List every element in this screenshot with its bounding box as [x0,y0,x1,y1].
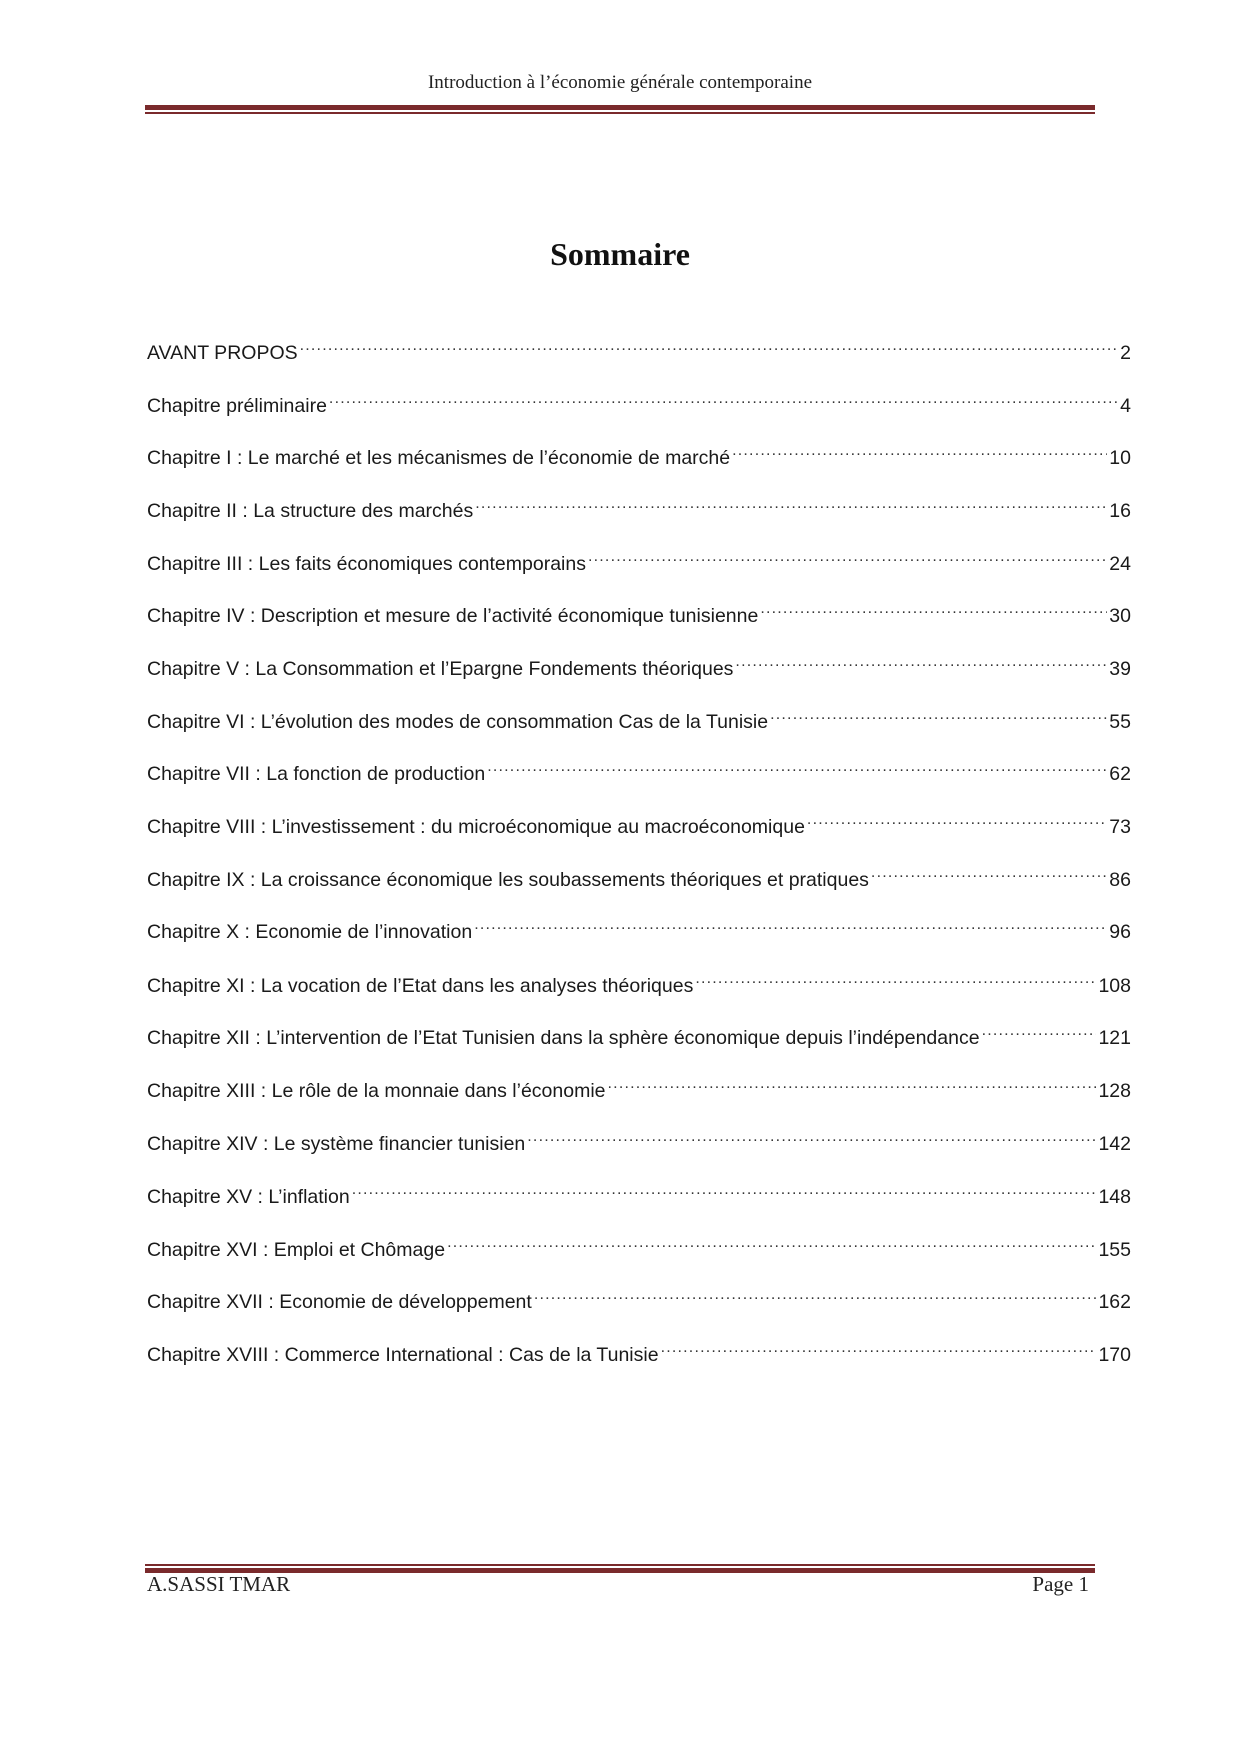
toc-entry-label: Chapitre préliminaire [147,395,327,417]
toc-entry-leader [661,1335,1097,1361]
toc-entry-page: 170 [1098,1344,1131,1366]
toc-entry-leader [807,807,1107,833]
toc-entry[interactable] [147,1177,1131,1208]
toc-entry-page: 10 [1109,447,1131,469]
toc-entry-page: 86 [1109,869,1131,891]
toc-entry[interactable] [147,1018,1131,1049]
toc-entry-page: 128 [1098,1080,1131,1102]
toc-entry-leader [770,702,1107,728]
toc-entry-leader [588,544,1107,570]
toc-entry-leader [352,1177,1097,1203]
toc-entry-leader [735,649,1107,675]
toc-entry-label: Chapitre I : Le marché et les mécanismes de l’économie de marché [147,447,731,469]
toc-entry[interactable] [147,1124,1131,1155]
toc-entry-leader [300,333,1119,359]
toc-entry[interactable] [147,649,1131,680]
toc-entry[interactable] [147,702,1131,733]
toc-entry-label: Chapitre IX : La croissance économique les soubassements théoriques et pratiques [147,869,869,891]
toc-entry-label: Chapitre III : Les faits économiques contemporains [147,553,586,575]
toc-entry-label: Chapitre VII : La fonction de production [147,763,486,785]
toc-entry[interactable] [147,860,1131,891]
toc-entry-page: 121 [1098,1027,1131,1049]
toc-entry-label: Chapitre XI : La vocation de l’Etat dans les analyses théoriques [147,975,694,997]
toc-entry[interactable] [147,966,1131,997]
toc-entry-page: 142 [1098,1133,1131,1155]
running-header: Introduction à l’économie générale contemporaine [427,72,813,93]
toc-entry[interactable] [147,596,1131,627]
toc-entry[interactable] [147,438,1131,469]
toc-entry-leader [534,1282,1097,1308]
toc-entry[interactable] [147,333,1131,364]
toc-entry-page: 16 [1109,500,1131,522]
toc-entry[interactable] [147,807,1131,838]
toc-entry-label: Chapitre VIII : L’investissement : du microéconomique au macroéconomique [147,816,805,838]
toc-entry-page: 39 [1109,658,1131,680]
toc-entry[interactable] [147,491,1131,522]
footer-page-number: Page 1 [1032,1572,1089,1596]
toc-entry[interactable] [147,754,1131,785]
toc-entry-page: 4 [1120,395,1131,417]
toc-entry-label: AVANT PROPOS [147,342,298,364]
footer-rule-thin [145,1564,1095,1566]
toc-entry-leader [871,860,1107,886]
toc-entry-label: Chapitre IV : Description et mesure de l’activité économique tunisienne [147,605,759,627]
footer-author: A.SASSI TMAR [147,1572,291,1596]
toc-entry-leader [732,438,1107,464]
toc-entry-label: Chapitre XII : L’intervention de l’Etat Tunisien dans la sphère économique depuis l’indépendance [147,1027,980,1049]
toc-entry-page: 73 [1109,816,1131,838]
toc-entry-leader [447,1230,1096,1256]
toc-entry-label: Chapitre II : La structure des marchés [147,500,474,522]
toc-entry-label: Chapitre X : Economie de l’innovation [147,921,473,943]
toc-entry-label: Chapitre XVIII : Commerce International : Cas de la Tunisie [147,1344,659,1366]
toc-entry-leader [487,754,1107,780]
toc-entry-label: Chapitre XVII : Economie de développement [147,1291,532,1313]
toc-entry-label: Chapitre V : La Consommation et l’Epargne Fondements théoriques [147,658,734,680]
toc-entry-leader [608,1071,1097,1097]
toc-entry-leader [982,1018,1097,1044]
toc-entry-page: 162 [1098,1291,1131,1313]
toc-entry-page: 155 [1098,1239,1131,1261]
toc-entry-page: 108 [1098,975,1131,997]
toc-entry-leader [329,386,1118,412]
toc-entry-page: 24 [1109,553,1131,575]
toc-entry-leader [527,1124,1096,1150]
toc-entry[interactable] [147,1282,1131,1313]
page-title: Sommaire [550,236,690,272]
toc-entry-page: 2 [1120,342,1131,364]
table-of-contents [147,0,1131,1754]
toc-entry-page: 30 [1109,605,1131,627]
toc-entry-page: 148 [1098,1186,1131,1208]
toc-entry-page: 62 [1109,763,1131,785]
toc-entry[interactable] [147,544,1131,575]
toc-entry[interactable] [147,1230,1131,1261]
toc-entry-label: Chapitre XIII : Le rôle de la monnaie dans l’économie [147,1080,606,1102]
toc-entry-label: Chapitre XV : L’inflation [147,1186,350,1208]
toc-entry-leader [474,912,1107,938]
toc-entry[interactable] [147,1071,1131,1102]
toc-entry-leader [760,596,1107,622]
toc-entry-page: 96 [1109,921,1131,943]
toc-entry-label: Chapitre XVI : Emploi et Chômage [147,1239,446,1261]
toc-entry-label: Chapitre VI : L’évolution des modes de consommation Cas de la Tunisie [147,711,769,733]
toc-entry-leader [475,491,1107,517]
toc-entry[interactable] [147,386,1131,417]
toc-entry-label: Chapitre XIV : Le système financier tunisien [147,1133,526,1155]
toc-entry-page: 55 [1109,711,1131,733]
toc-entry-leader [695,966,1096,992]
toc-entry[interactable] [147,1335,1131,1366]
toc-entry[interactable] [147,912,1131,943]
